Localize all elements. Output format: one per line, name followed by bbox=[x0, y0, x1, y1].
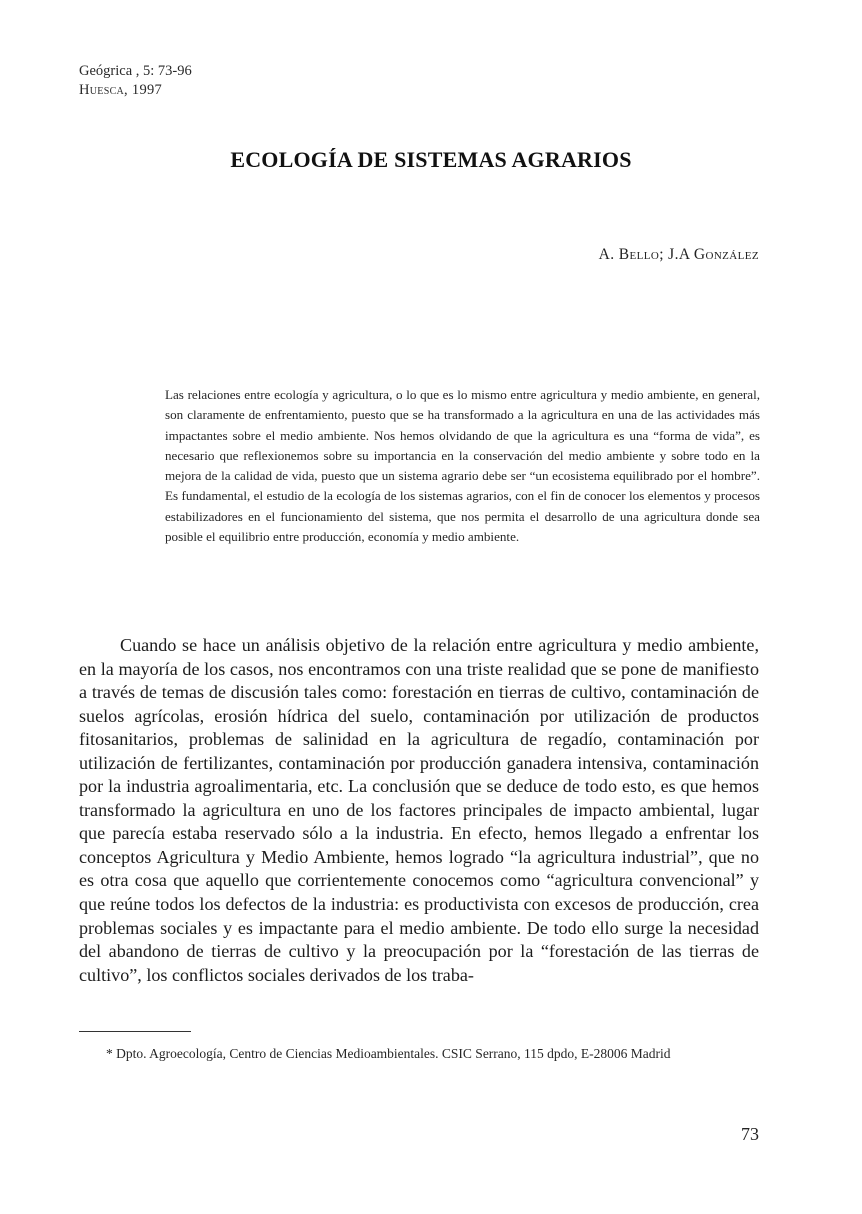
journal-header bbox=[79, 62, 192, 100]
article-title: ECOLOGÍA DE SISTEMAS AGRARIOS bbox=[230, 147, 632, 172]
footnote: * Dpto. Agroecología, Centro de Ciencias Medioambientales. CSIC Serrano, 115 dpdo, E-28006 Madrid bbox=[106, 1046, 671, 1061]
article-authors: A. Bello; J.A González bbox=[598, 246, 759, 263]
abstract-paragraph: Las relaciones entre ecología y agricultura, o lo que es lo mismo entre agricultura y medio ambiente, en general, son claramente de enfrentamiento, puesto que se ha transformado a la agricultura en una de las actividades más impactantes sobre el medio ambiente. Nos hemos olvidando de que la agricultura es una “forma de vida”, es necesario que reflexionemos sobre su importancia en la conservación del medio ambiente y sobre todo en la mejora de la calidad de vida, puesto que un sistema agrario debe ser “un ecosistema equilibrado por el hombre”. Es fundamental, el estudio de la ecología de los sistemas agrarios, con el fin de conocer los elementos y procesos estabilizadores en el funcionamiento del sistema, que nos permita el desarrollo de una agricultura donde sea posible el equilibrio entre producción, economía y medio ambiente. bbox=[165, 387, 760, 545]
journal-place-year: Huesca, 1997 bbox=[79, 82, 163, 98]
journal-citation: Geógrica , 5: 73-96 bbox=[79, 63, 192, 79]
body-paragraph: Cuando se hace un análisis objetivo de la relación entre agricultura y medio ambiente, en la mayoría de los casos, nos encontramos con una triste realidad que se pone de manifiesto a través de temas de discusión tales como: forestación en tierras de cultivo, contaminación de suelos agrícolas, erosión hídrica del suelo, contaminación por utilización de productos fitosanitarios, problemas de salinidad en la agricultura de regadío, contaminación por utilización de fertilizantes, contaminación por producción ganadera intensiva, contaminación por la industria agroalimentaria, etc. La conclusión que se deduce de todo esto, es que hemos transformado la agricultura en uno de los factores principales de impacto ambiental, lugar que parecía estaba reservado sólo a la industria. En efecto, hemos llegado a enfrentar los conceptos Agricultura y Medio Ambiente, hemos logrado “la agricultura industrial”, que no es otra cosa que aquello que corrientemente conocemos como “agricultura convencional” y que reúne todos los defectos de la industria: es productivista con excesos de producción, crea problemas sociales y es impactante para el medio ambiente. De todo ello surge la necesidad del abandono de tierras de cultivo y la preocupación por la “forestación de las tierras de cultivo”, los conflictos sociales derivados de los traba- bbox=[79, 635, 759, 985]
page-number: 73 bbox=[741, 1124, 759, 1144]
footnote-divider bbox=[79, 1031, 191, 1032]
